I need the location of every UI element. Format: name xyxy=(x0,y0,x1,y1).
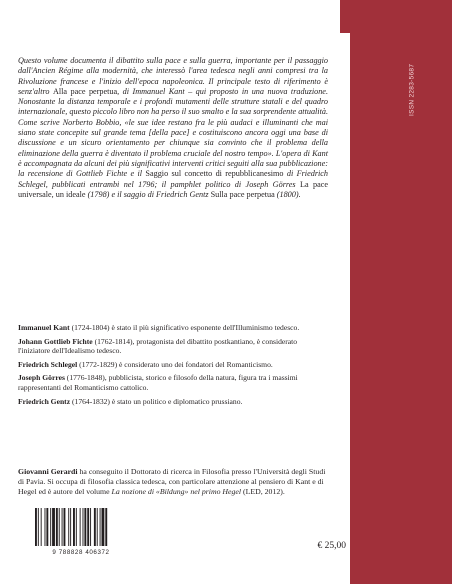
bio-name: Johann Gottlieb Fichte xyxy=(18,336,93,346)
bio-name: Friedrich Gentz xyxy=(18,396,71,406)
barcode xyxy=(32,506,130,548)
intro-title-gorres: La pace universale, un ideale xyxy=(18,179,328,199)
bio-name: Joseph Görres xyxy=(18,373,65,383)
intro-text-5: (1800). xyxy=(274,189,301,199)
issn-vertical: ISSN 2283-5687 xyxy=(408,63,416,117)
bio-text: (1772-1829) è considerato uno dei fondatori del Romanticismo. xyxy=(77,359,273,369)
barcode-number: 9 788828 406372 xyxy=(52,549,110,556)
bio-text: (1764-1832) è stato un politico e diplomatico prussiano. xyxy=(70,396,243,406)
intro-title-schlegel: Saggio sul concetto di repubblicanesimo xyxy=(145,169,284,179)
barcode-bars-icon xyxy=(32,506,130,548)
bio-text: (1776-1848), pubblicista, storico e filosofo della natura, figura tra i massimi rappresentanti del Romanticismo cattolico. xyxy=(18,373,298,392)
bio-text: (1762-1814), protagonista del dibattito postkantiano, è considerato l'iniziatore dell'Idealismo tedesco. xyxy=(18,336,298,356)
intro-paragraph xyxy=(18,56,328,200)
intro-text-2: , di Immanuel Kant – qui proposto in una nuova traduzione. Nonostante la distanza temporale e i profondi mutamenti delle strutture statali e del quadro internazionale, questo piccolo libro non ha perso il suo smalto e la sua sorprendente attualità. Come scrive Norberto Bobbio, «le sue idee restano fra le più audaci e illuminanti che mai siano state concepite sul grande tema [della pace] e costituiscono ancora oggi una base di discussione e un sicuro orientamento per chiunque sia convinto che il problema della eliminazione della guerra è diventato il problema cruciale del nostro tempo». L'opera di Kant è accompagnata da alcuni dei più significativi interventi critici seguiti alla sua pubblicazione: la recensione di Gottlieb Fichte e il xyxy=(18,86,328,179)
bio-text: (1724-1804) è stato il più significativo esponente dell'Illuminismo tedesco. xyxy=(69,323,300,332)
intro-text-4: (1798) e il saggio di Friedrich Gentz xyxy=(85,189,211,199)
intro-text-3: di Friedrich Schlegel, pubblicati entrambi nel 1796; il pamphlet politico di Joseph Görres xyxy=(18,169,329,189)
intro-title-kant: Alla pace perpetua xyxy=(52,86,118,96)
editor-bio xyxy=(18,467,328,496)
author-bios xyxy=(18,323,328,410)
intro-title-gentz: Sulla pace perpetua xyxy=(210,189,275,199)
bio-fichte xyxy=(18,337,328,356)
editor-name: Giovanni Gerardi xyxy=(18,467,78,476)
price: € 25,00 xyxy=(317,541,346,551)
intro-text-1: Questo volume documenta il dibattito sulla pace e sulla guerra, importante per il passaggio dall'Ancien Régime alla modernità, che interessò l'area tedesca negli anni compresi tra la Rivoluzione francese e l'inizio dell'epoca napoleonica. Il principale testo di riferimento è senz'altro xyxy=(18,56,328,96)
bio-name: Immanuel Kant xyxy=(18,323,70,332)
editor-text: ha conseguito il Dottorato di ricerca in Filosofia presso l'Università degli Studi di Pavia. Si occupa di filosofia classica tedesca, con particolare attenzione al pensiero di Kant e di Hegel ed è autore del volume xyxy=(18,467,326,496)
bio-schlegel xyxy=(18,360,328,370)
bio-gentz xyxy=(18,397,328,407)
bio-name: Friedrich Schlegel xyxy=(18,359,78,369)
bio-kant xyxy=(18,323,328,333)
editor-book-title: La nozione di «Bildung» nel primo Hegel xyxy=(111,486,242,496)
editor-text-end: (LED, 2012). xyxy=(241,486,285,496)
bio-gorres xyxy=(18,373,328,392)
